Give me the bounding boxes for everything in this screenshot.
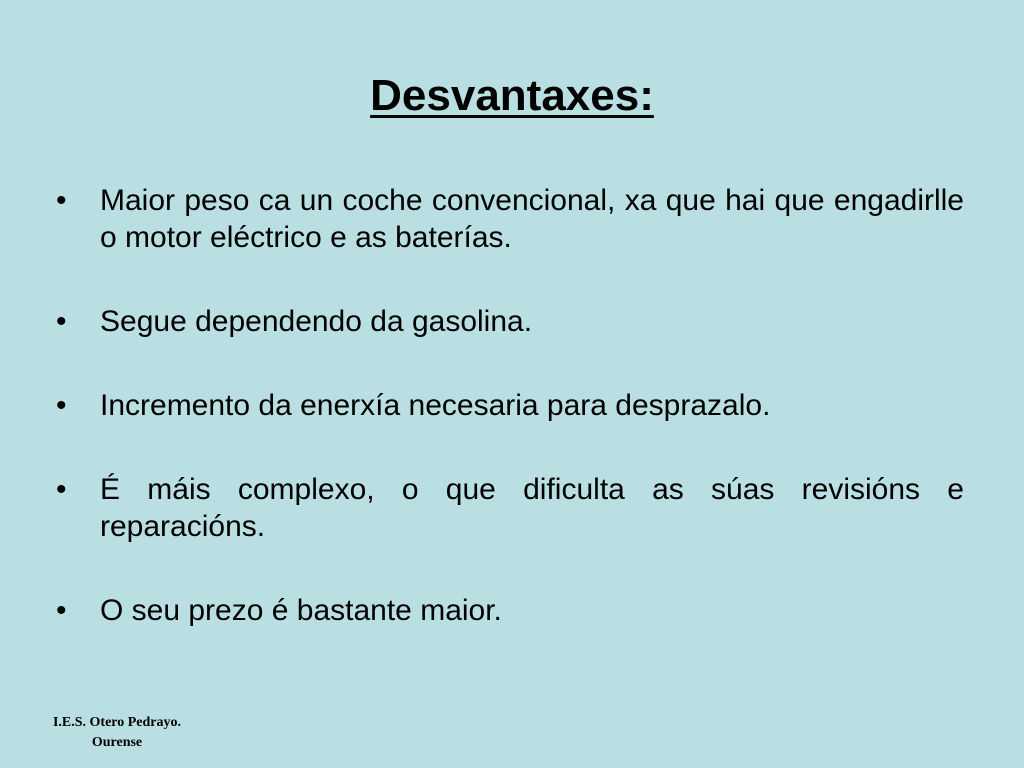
bullet-text: Segue dependendo da gasolina. — [100, 305, 533, 338]
bullet-item — [56, 303, 964, 340]
bullet-text: O seu prezo é bastante maior. — [100, 594, 502, 627]
slide-title: Desvantaxes: — [370, 71, 654, 120]
bullet-text: Incremento da enerxía necesaria para desprazalo. — [100, 389, 771, 422]
bullet-text: Maior peso ca un coche convencional, xa que hai que engadirlle o motor eléctrico e as baterías. — [100, 184, 964, 254]
bullet-icon: • — [56, 305, 67, 338]
footer-city: Ourense — [91, 735, 143, 750]
footer-credit — [22, 713, 212, 753]
bullet-item — [56, 182, 964, 256]
footer-school-name: I.E.S. Otero Pedrayo. — [52, 715, 182, 730]
bullet-icon: • — [56, 184, 67, 217]
bullet-item — [56, 471, 964, 545]
bullet-item — [56, 387, 964, 424]
bullet-icon: • — [56, 594, 67, 627]
bullet-icon: • — [56, 473, 67, 506]
bullet-list — [56, 182, 964, 676]
bullet-text: É máis complexo, o que dificulta as súas revisións e reparacións. — [100, 473, 964, 543]
bullet-icon: • — [56, 389, 67, 422]
bullet-item — [56, 592, 964, 629]
